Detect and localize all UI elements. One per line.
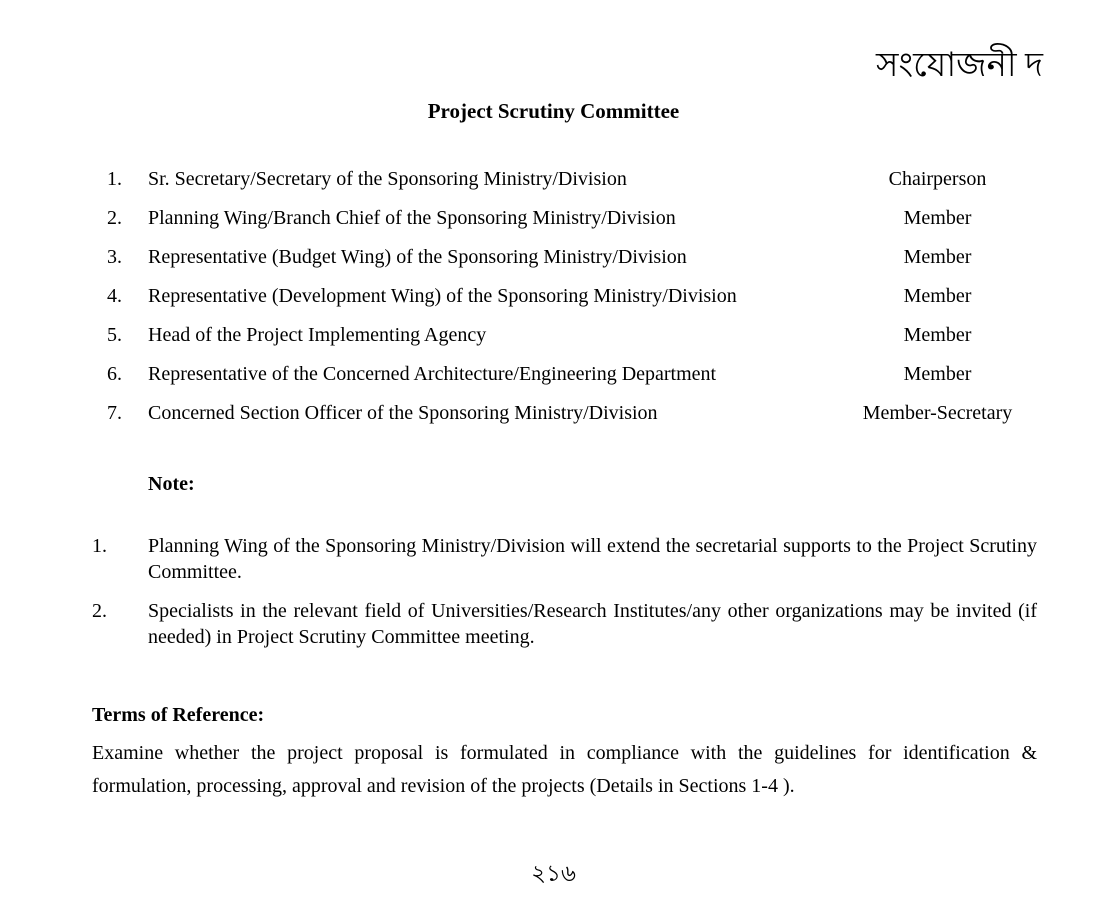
committee-row	[107, 166, 1045, 192]
committee-row-description: Representative (Development Wing) of the Sponsoring Ministry/Division	[148, 285, 737, 307]
committee-row-description: Representative (Budget Wing) of the Sponsoring Ministry/Division	[148, 246, 687, 268]
committee-row	[107, 283, 1045, 309]
committee-row-role: Member	[903, 207, 972, 229]
committee-list	[107, 166, 1045, 439]
note-item	[92, 598, 1037, 650]
committee-row-role: Member	[903, 324, 972, 346]
committee-row-role: Chairperson	[888, 168, 987, 190]
committee-row	[107, 205, 1045, 231]
note-heading: Note:	[148, 473, 195, 495]
committee-row-number: 7.	[107, 402, 122, 424]
terms-of-reference-section	[92, 702, 1037, 803]
committee-row	[107, 361, 1045, 387]
committee-row-number: 3.	[107, 246, 122, 268]
appendix-label: সংযোজনী দ	[875, 47, 1043, 84]
note-item-text: Planning Wing of the Sponsoring Ministry/Division will extend the secretarial supports to the Project Scrutiny Committee.	[148, 535, 1037, 583]
committee-row-description: Concerned Section Officer of the Sponsoring Ministry/Division	[148, 402, 658, 424]
committee-row-number: 6.	[107, 363, 122, 385]
committee-row	[107, 400, 1045, 426]
committee-row-description: Representative of the Concerned Architecture/Engineering Department	[148, 363, 717, 385]
committee-row-role: Member	[903, 246, 972, 268]
note-item-number: 2.	[92, 600, 107, 622]
committee-row-number: 5.	[107, 324, 122, 346]
committee-row	[107, 244, 1045, 270]
note-item-number: 1.	[92, 535, 107, 557]
committee-row-number: 2.	[107, 207, 122, 229]
committee-row-role: Member	[903, 363, 972, 385]
committee-row	[107, 322, 1045, 348]
page-title: Project Scrutiny Committee	[427, 99, 680, 123]
terms-of-reference-body: Examine whether the project proposal is formulated in compliance with the guidelines for identification & formulation, processing, approval and revision of the projects (Details in Sections 1-4 ).	[92, 742, 1037, 797]
committee-row-role: Member	[903, 285, 972, 307]
note-list	[92, 533, 1037, 663]
committee-row-description: Planning Wing/Branch Chief of the Sponsoring Ministry/Division	[148, 207, 676, 229]
note-item-text: Specialists in the relevant field of Universities/Research Institutes/any other organizations may be invited (if needed) in Project Scrutiny Committee meeting.	[148, 600, 1037, 648]
committee-row-role: Member-Secretary	[862, 402, 1013, 424]
committee-row-description: Sr. Secretary/Secretary of the Sponsoring Ministry/Division	[148, 168, 627, 190]
note-item	[92, 533, 1037, 585]
committee-row-number: 1.	[107, 168, 122, 190]
page-number: ২১৬	[531, 861, 576, 886]
committee-row-number: 4.	[107, 285, 122, 307]
committee-row-description: Head of the Project Implementing Agency	[148, 324, 487, 346]
terms-of-reference-heading: Terms of Reference:	[92, 704, 265, 726]
